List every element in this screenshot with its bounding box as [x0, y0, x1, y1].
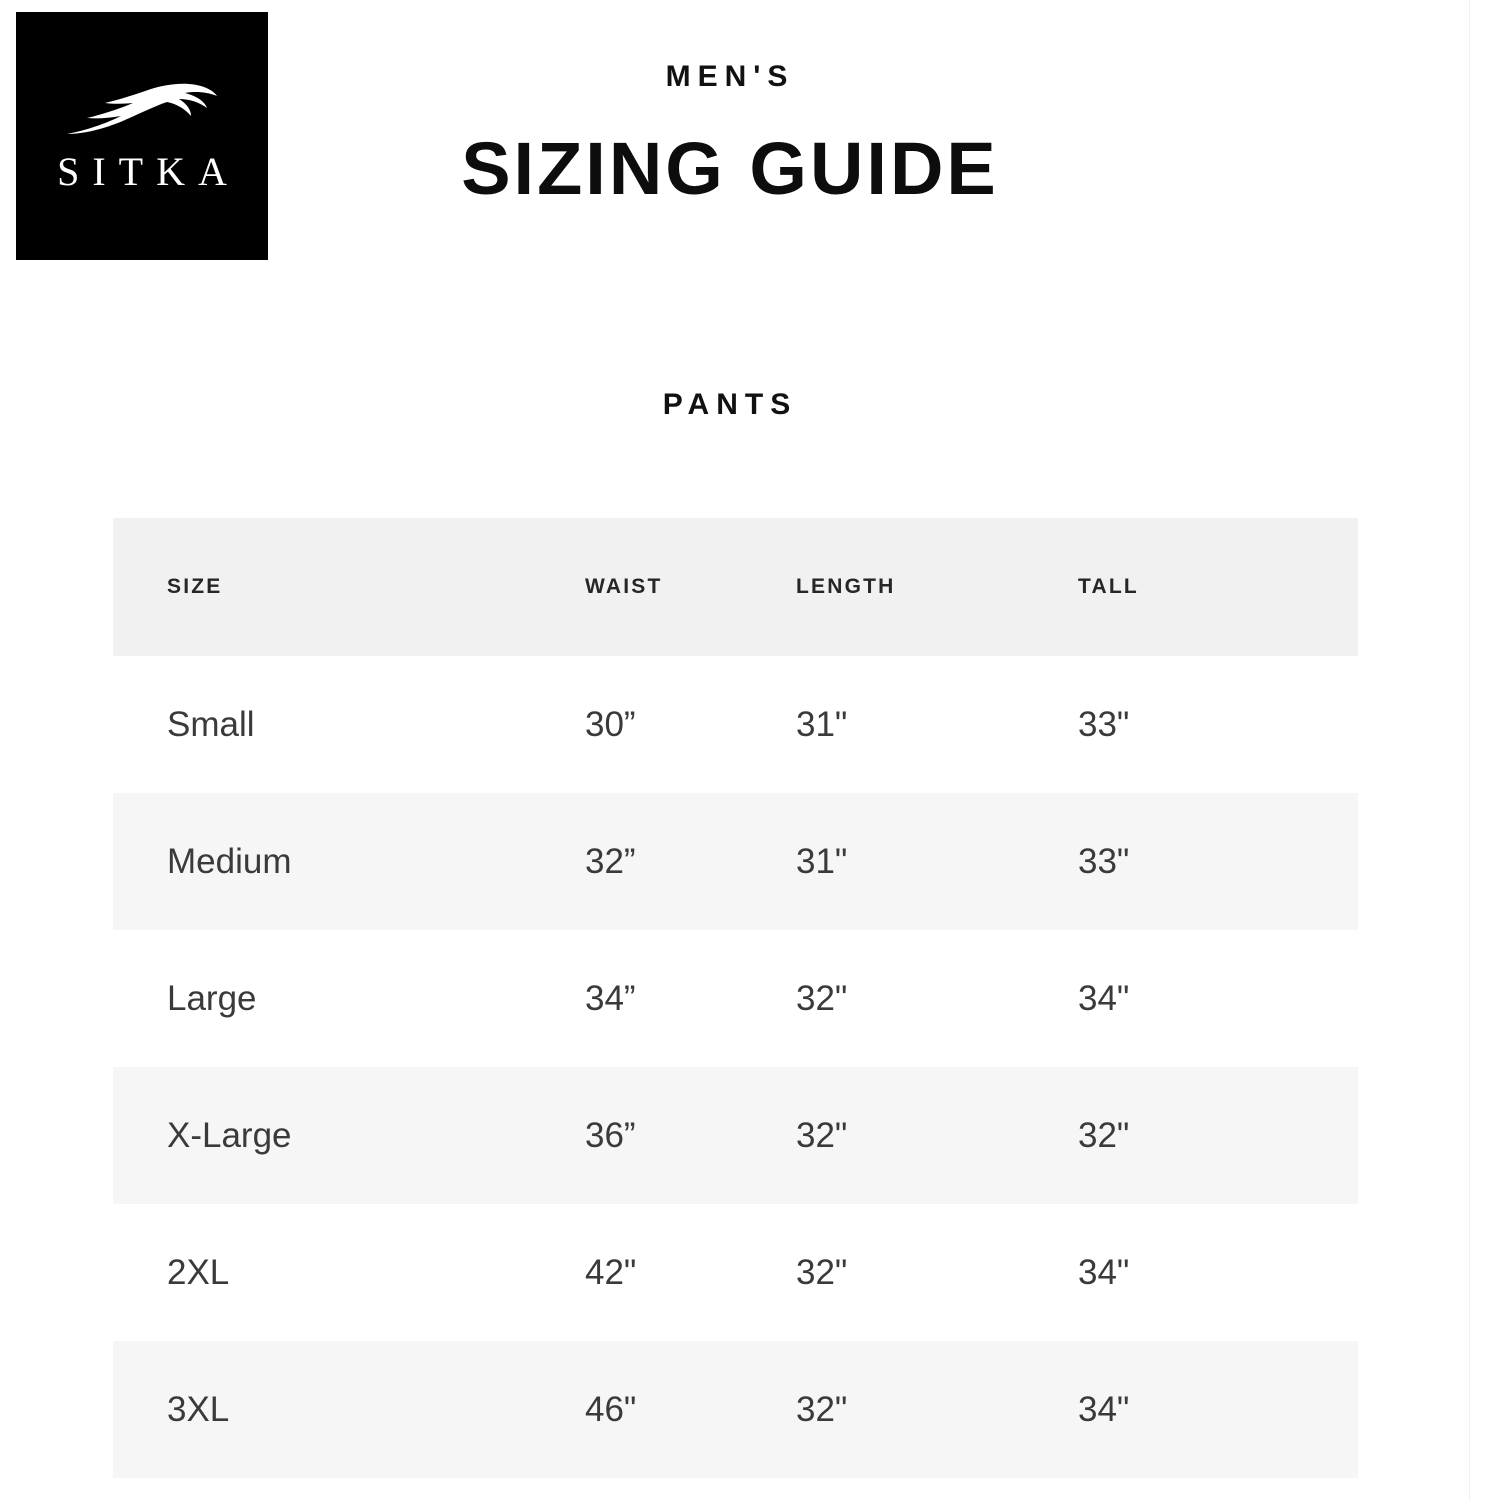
cell-waist: 46" [585, 1389, 637, 1429]
table-row [113, 1341, 1358, 1478]
cell-length: 32" [796, 1252, 848, 1292]
page-header [270, 60, 1190, 210]
cell-tall: 33" [1078, 841, 1130, 881]
page-right-margin [1469, 0, 1500, 1500]
cell-length: 32" [796, 978, 848, 1018]
header-eyebrow: MEN'S [665, 60, 795, 93]
column-header-size: SIZE [167, 575, 223, 598]
cell-waist: 32” [585, 841, 636, 881]
brand-logo-block [16, 12, 268, 260]
column-header-tall: TALL [1078, 575, 1139, 598]
cell-length: 31" [796, 704, 848, 744]
cell-length: 32" [796, 1115, 848, 1155]
table-row [113, 793, 1358, 930]
cell-tall: 33" [1078, 704, 1130, 744]
sitka-elk-logo-icon [57, 80, 227, 150]
table-header-row [113, 518, 1358, 656]
page-title: SIZING GUIDE [461, 127, 999, 210]
table-row [113, 1067, 1358, 1204]
cell-waist: 30” [585, 704, 636, 744]
cell-tall: 34" [1078, 1252, 1130, 1292]
cell-waist: 34” [585, 978, 636, 1018]
cell-size: Medium [167, 841, 292, 881]
section-title: PANTS [662, 388, 798, 421]
cell-length: 31" [796, 841, 848, 881]
table-row [113, 930, 1358, 1067]
table-row [113, 1204, 1358, 1341]
column-header-length: LENGTH [796, 575, 896, 598]
brand-wordmark: SITKA [57, 149, 240, 194]
table-body [113, 656, 1358, 1478]
cell-tall: 34" [1078, 978, 1130, 1018]
cell-size: Small [167, 704, 255, 744]
cell-tall: 34" [1078, 1389, 1130, 1429]
cell-size: 2XL [167, 1252, 230, 1292]
sizing-table [113, 518, 1358, 1478]
cell-size: 3XL [167, 1389, 230, 1429]
cell-size: X-Large [167, 1115, 292, 1155]
cell-size: Large [167, 978, 257, 1018]
table-header [113, 518, 1358, 656]
cell-waist: 36” [585, 1115, 636, 1155]
cell-tall: 32" [1078, 1115, 1130, 1155]
column-header-waist: WAIST [585, 575, 663, 598]
table-row [113, 656, 1358, 793]
cell-length: 32" [796, 1389, 848, 1429]
cell-waist: 42" [585, 1252, 637, 1292]
